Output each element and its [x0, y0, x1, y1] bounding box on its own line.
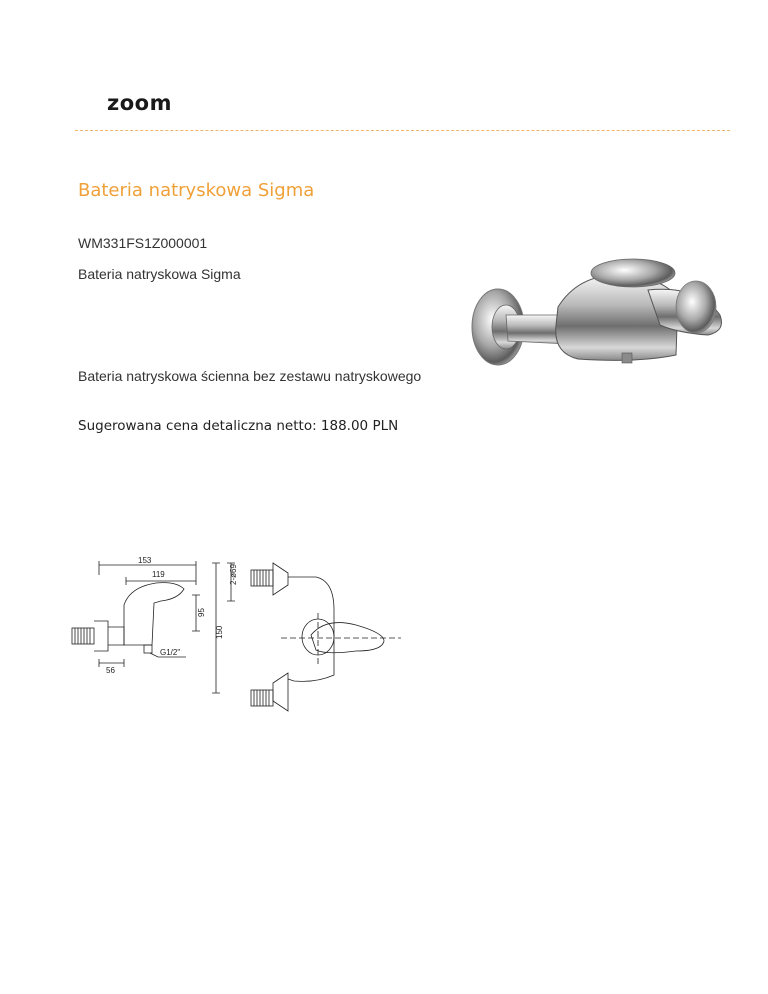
dim-150: 150	[215, 625, 224, 639]
product-photo	[468, 245, 730, 380]
header-divider	[75, 130, 730, 131]
dim-119: 119	[152, 570, 165, 579]
dim-56: 56	[106, 666, 115, 675]
dim-95: 95	[197, 608, 206, 617]
dim-153: 153	[138, 556, 152, 565]
brand-logo: zoom	[107, 91, 172, 115]
product-price: Sugerowana cena detaliczna netto: 188.00 PLN	[78, 418, 399, 434]
product-code: WM331FS1Z000001	[78, 235, 208, 251]
product-description: Bateria natryskowa ścienna bez zestawu natryskowego	[78, 368, 422, 384]
dim-thread: G1/2"	[160, 648, 181, 657]
dim-2x69: 2-ø69	[229, 564, 238, 585]
product-title: Bateria natryskowa Sigma	[78, 180, 315, 201]
technical-drawing	[66, 555, 406, 725]
product-subtitle: Bateria natryskowa Sigma	[78, 266, 241, 282]
